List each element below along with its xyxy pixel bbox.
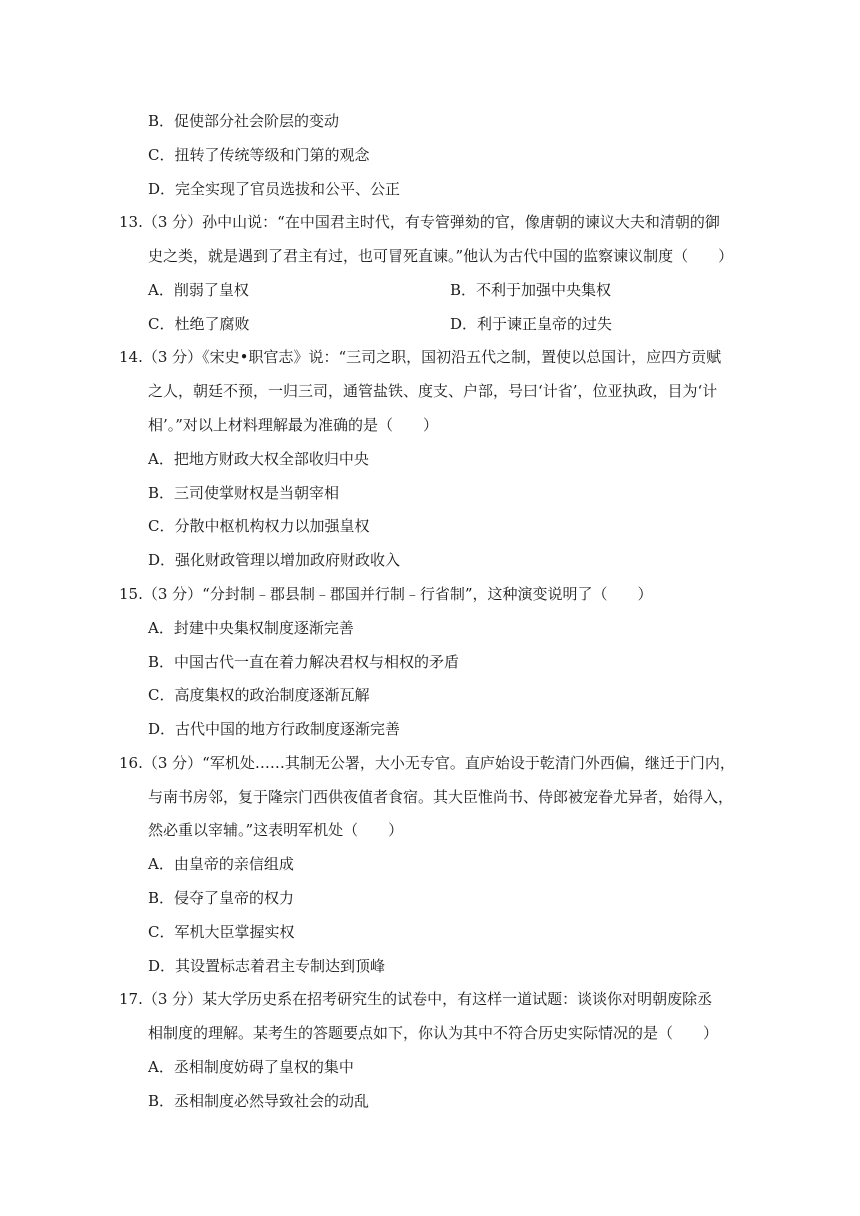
question-stem: 15.（3 分）“分封制﹣郡县制﹣郡国并行制﹣行省制”，这种演变说明了（ ） bbox=[119, 585, 653, 603]
answer-option: D．古代中国的地方行政制度逐渐完善 bbox=[148, 720, 401, 738]
answer-option: C．高度集权的政治制度逐渐瓦解 bbox=[148, 686, 370, 704]
question-stem-continued: 然必重以宰辅。”这表明军机处（ ） bbox=[148, 821, 404, 839]
answer-option: D．完全实现了官员选拔和公平、公正 bbox=[148, 180, 401, 198]
answer-option: C．杜绝了腐败 bbox=[148, 315, 250, 333]
question-stem: 13.（3 分）孙中山说：“在中国君主时代，有专管弹劾的官，像唐朝的谏议大夫和清朝的御 bbox=[119, 213, 720, 231]
answer-option: B．侵夺了皇帝的权力 bbox=[148, 889, 295, 907]
question-stem-continued: 史之类，就是遇到了君主有过，也可冒死直谏。”他认为古代中国的监察谏议制度（ ） bbox=[148, 247, 734, 265]
answer-option: A．把地方财政大权全部收归中央 bbox=[148, 450, 369, 468]
answer-option: C．军机大臣掌握实权 bbox=[148, 923, 295, 941]
answer-option: A．丞相制度妨碍了皇权的集中 bbox=[148, 1058, 354, 1076]
answer-option: C．分散中枢机构权力以加强皇权 bbox=[148, 517, 370, 535]
answer-option: A．由皇帝的亲信组成 bbox=[148, 855, 294, 873]
answer-option: D．利于谏正皇帝的过失 bbox=[450, 315, 613, 333]
question-stem-continued: 相制度的理解。某考生的答题要点如下，你认为其中不符合历史实际情况的是（ ） bbox=[148, 1024, 719, 1042]
answer-option: A．削弱了皇权 bbox=[148, 281, 249, 299]
answer-option: C．扭转了传统等级和门第的观念 bbox=[148, 146, 370, 164]
answer-option: B．不利于加强中央集权 bbox=[450, 281, 612, 299]
answer-option: D．其设置标志着君主专制达到顶峰 bbox=[148, 957, 386, 975]
answer-option: D．强化财政管理以增加政府财政收入 bbox=[148, 551, 401, 569]
question-stem: 17.（3 分）某大学历史系在招考研究生的试卷中，有这样一道试题：谈谈你对明朝废除丞 bbox=[119, 990, 713, 1008]
question-stem: 14.（3 分）《宋史•职官志》说：“三司之职，国初沿五代之制，置使以总国计，应四方贡赋 bbox=[119, 348, 722, 366]
answer-option: B．丞相制度必然导致社会的动乱 bbox=[148, 1092, 370, 1110]
answer-option: B．中国古代一直在着力解决君权与相权的矛盾 bbox=[148, 653, 460, 671]
answer-option: A．封建中央集权制度逐渐完善 bbox=[148, 619, 354, 637]
question-stem-continued: 与南书房邻，复于隆宗门西供夜值者食宿。其大臣惟尚书、侍郎被宠眷尤异者，始得入， bbox=[148, 788, 734, 806]
question-stem: 16.（3 分）“军机处……其制无公署，大小无专官。直庐始设于乾清门外西偏，继迁于门内， bbox=[119, 754, 735, 772]
question-stem-continued: 相’。”对以上材料理解最为准确的是（ ） bbox=[148, 416, 438, 434]
question-stem-continued: 之人，朝廷不预，一归三司，通管盐铁、度支、户部，号曰‘计省’，位亚执政，目为‘计 bbox=[148, 382, 718, 400]
answer-option: B．三司使掌财权是当朝宰相 bbox=[148, 484, 340, 502]
answer-option: B．促使部分社会阶层的变动 bbox=[148, 112, 340, 130]
